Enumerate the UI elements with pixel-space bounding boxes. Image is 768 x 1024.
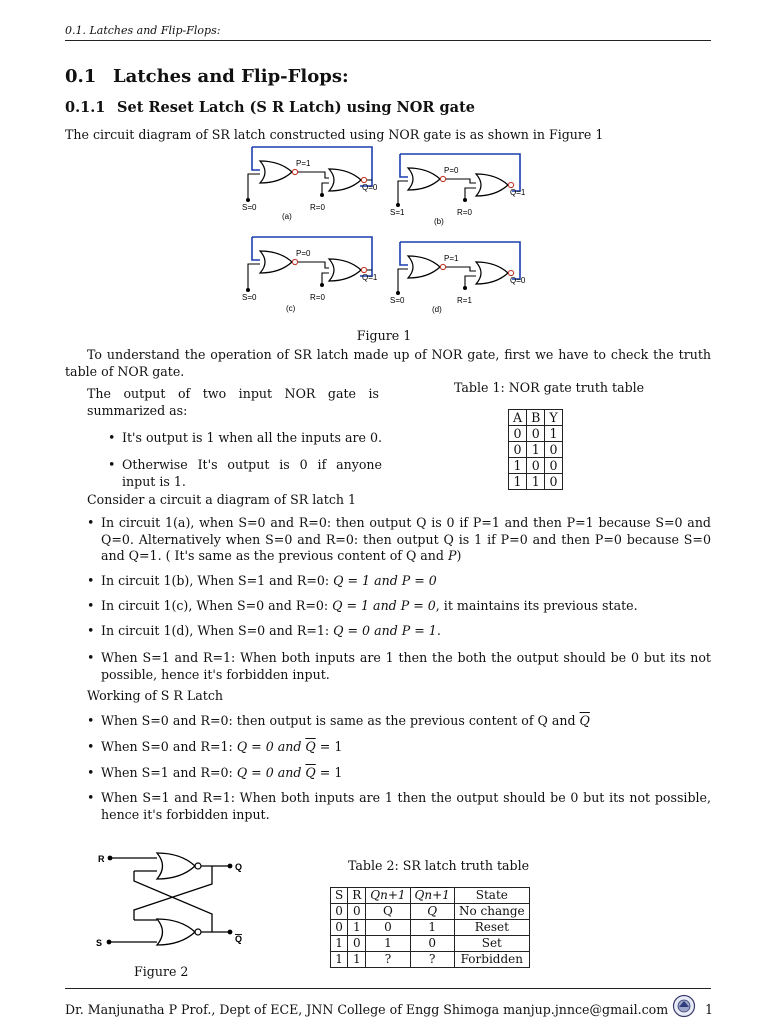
- panel-a-p: P=1: [296, 159, 311, 168]
- figure-2-s-label: S: [96, 938, 103, 948]
- working-title: Working of S R Latch: [87, 688, 223, 703]
- circuit-bullet-d: • In circuit 1(d), When S=0 and R=1: Q = 0 and P = 1.: [101, 623, 711, 640]
- running-head: 0.1. Latches and Flip-Flops:: [65, 24, 221, 37]
- table-row: [509, 442, 563, 458]
- college-emblem-icon: [672, 994, 696, 1018]
- table-cell: 1: [509, 474, 527, 490]
- section-heading: [65, 66, 349, 87]
- circuit-bullet-a: • In circuit 1(a), when S=0 and R=0: then output Q is 0 if P=1 and then P=1 because S=0 and Q=0. Alternatively when S=0 and R=0: then output Q is 1 if P=0 and then P=0 because S=0 and Q=1. ( It's same as the previous content of Q and P): [101, 515, 711, 565]
- table-cell: 0: [509, 442, 527, 458]
- figure-2-q-label: Q: [235, 862, 243, 872]
- table-cell: 0: [527, 458, 545, 474]
- table-header: Qn+1: [410, 888, 454, 904]
- table-cell: 0: [545, 474, 562, 490]
- section-number: 0.1: [65, 66, 97, 87]
- table-cell: 1: [545, 426, 562, 442]
- panel-b-label: (b): [434, 217, 444, 226]
- table-cell: 0: [331, 904, 348, 920]
- nor-bullet-1: • It's output is 1 when all the inputs are 0.: [122, 430, 382, 447]
- table-2-sr-truth: [330, 887, 530, 968]
- panel-a-q: Q=0: [362, 183, 378, 192]
- table-1-caption: Table 1: NOR gate truth table: [454, 380, 645, 395]
- footer-text: Dr. Manjunatha P Prof., Dept of ECE, JNN College of Engg Shimoga manjup.jnnce@gmail.com: [65, 1002, 669, 1017]
- nor-summary: The output of two input NOR gate is summarized as:: [87, 386, 379, 418]
- table-cell: 0: [348, 904, 366, 920]
- page-number: 1: [705, 1002, 714, 1017]
- understand-paragraph: To understand the operation of SR latch made up of NOR gate, first we have to check the truth table of NOR gate.: [65, 347, 711, 379]
- table-cell: 1: [366, 936, 410, 952]
- table-cell: No change: [454, 904, 529, 920]
- table-cell: $\overline{Q}$: [410, 904, 454, 920]
- panel-c-label: (c): [286, 304, 296, 313]
- latch-panel-c: [242, 237, 378, 313]
- panel-c-r: R=0: [310, 293, 325, 302]
- circuit-bullet-c: • In circuit 1(c), When S=0 and R=0: Q = 1 and P = 0, it maintains its previous state.: [101, 598, 711, 615]
- latch-panel-a: [242, 147, 378, 221]
- table-cell: 0: [348, 936, 366, 952]
- figure-1-latch-panels: [230, 142, 540, 322]
- subsection-heading: [65, 99, 475, 116]
- subsection-number: 0.1.1: [65, 99, 106, 116]
- panel-a-label: (a): [282, 212, 292, 221]
- table-row: [331, 888, 530, 904]
- table-1-nor-truth: [508, 409, 563, 490]
- table-header: R: [348, 888, 366, 904]
- footer-rule: [65, 988, 711, 989]
- figure-2-qbar-label: Q: [235, 934, 243, 944]
- table-cell: 1: [527, 474, 545, 490]
- table-row: [331, 920, 530, 936]
- panel-c-p: P=0: [296, 249, 311, 258]
- table-header: State: [454, 888, 529, 904]
- table-cell: Set: [454, 936, 529, 952]
- panel-c-s: S=0: [242, 293, 257, 302]
- figure-2-caption: Figure 2: [134, 964, 189, 979]
- table-cell: 1: [348, 952, 366, 968]
- panel-a-r: R=0: [310, 203, 325, 212]
- table-cell: 1: [527, 442, 545, 458]
- table-cell: 0: [366, 920, 410, 936]
- table-cell: 1: [410, 920, 454, 936]
- table-cell: 0: [410, 936, 454, 952]
- table-header: Y: [545, 410, 562, 426]
- table-header: S: [331, 888, 348, 904]
- table-cell: ?: [410, 952, 454, 968]
- table-row: [509, 458, 563, 474]
- table-header: Qn+1: [366, 888, 410, 904]
- table-cell: Forbidden: [454, 952, 529, 968]
- table-cell: 0: [545, 458, 562, 474]
- nor-bullet-2: • Otherwise It's output is 0 if anyone input is 1.: [122, 457, 382, 490]
- working-bullet-forbidden: • When S=1 and R=1: When both inputs are 1 then the output should be 0 but its not possible, hence it's forbidden input.: [101, 790, 711, 823]
- panel-b-p: P=0: [444, 166, 459, 175]
- section-title: Latches and Flip-Flops:: [113, 66, 349, 87]
- panel-d-r: R=1: [457, 296, 472, 305]
- table-2-caption: Table 2: SR latch truth table: [348, 858, 530, 873]
- panel-b-q: Q=1: [510, 188, 526, 197]
- working-bullet-3: • When S=1 and R=0: Q = 0 and $\overline{Q} = 1$: [101, 765, 711, 782]
- table-cell: Reset: [454, 920, 529, 936]
- table-cell: 1: [509, 458, 527, 474]
- panel-b-r: R=0: [457, 208, 472, 217]
- circuit-bullet-forbidden: • When S=1 and R=1: When both inputs are 1 then the both the output should be 0 but its not possible, hence it's forbidden input.: [101, 650, 711, 683]
- panel-d-p: P=1: [444, 254, 459, 263]
- panel-d-s: S=0: [390, 296, 405, 305]
- table-cell: 0: [509, 426, 527, 442]
- intro-paragraph: The circuit diagram of SR latch constructed using NOR gate is as shown in Figure 1: [65, 127, 604, 142]
- panel-d-label: (d): [432, 305, 442, 314]
- table-row: [331, 952, 530, 968]
- table-cell: 0: [527, 426, 545, 442]
- figure-2-sr-latch: [90, 846, 260, 956]
- table-row: [331, 936, 530, 952]
- table-cell: 0: [545, 442, 562, 458]
- panel-d-q: Q=0: [510, 276, 526, 285]
- latch-panel-d: [390, 242, 526, 314]
- subsection-title: Set Reset Latch (S R Latch) using NOR gate: [117, 99, 475, 116]
- figure-2-r-label: R: [98, 854, 105, 864]
- working-bullet-2: • When S=0 and R=1: Q = 0 and $\overline{Q} = 1$: [101, 739, 711, 756]
- table-cell: 1: [331, 952, 348, 968]
- table-cell: ?: [366, 952, 410, 968]
- table-cell: 1: [348, 920, 366, 936]
- working-bullet-1: • When S=0 and R=0: then output is same as the previous content of Q and $\overline{Q}$: [101, 713, 711, 730]
- figure-1-caption: Figure 1: [356, 328, 412, 343]
- table-cell: 1: [331, 936, 348, 952]
- table-row: [331, 904, 530, 920]
- table-row: [509, 474, 563, 490]
- table-cell: 0: [331, 920, 348, 936]
- consider-line: Consider a circuit a diagram of SR latch 1: [87, 492, 357, 507]
- panel-b-s: S=1: [390, 208, 405, 217]
- panel-c-q: Q=1: [362, 273, 378, 282]
- table-row: [509, 426, 563, 442]
- latch-panel-b: [390, 154, 526, 226]
- table-cell: Q: [366, 904, 410, 920]
- header-rule: [65, 40, 711, 41]
- panel-a-s: S=0: [242, 203, 257, 212]
- table-header: A: [509, 410, 527, 426]
- table-row: [509, 410, 563, 426]
- table-header: B: [527, 410, 545, 426]
- circuit-bullet-b: • In circuit 1(b), When S=1 and R=0: Q = 1 and P = 0: [101, 573, 711, 590]
